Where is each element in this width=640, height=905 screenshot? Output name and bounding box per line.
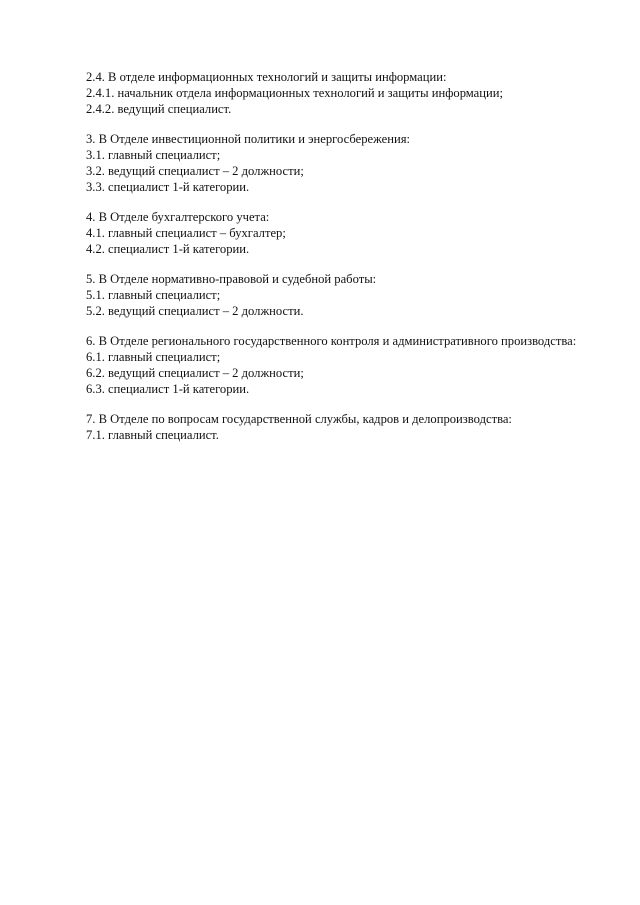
list-item: 5.2. ведущий специалист – 2 должности. — [86, 304, 304, 318]
list-item: 5.1. главный специалист; — [86, 288, 221, 302]
section-2-4 — [86, 69, 606, 117]
list-item: 2.4.2. ведущий специалист. — [86, 102, 232, 116]
section-5 — [86, 271, 606, 319]
list-item: 7.1. главный специалист. — [86, 428, 219, 442]
list-item: 3.1. главный специалист; — [86, 148, 221, 162]
list-item: 6.1. главный специалист; — [86, 350, 221, 364]
section-heading: 2.4. В отделе информационных технологий и защиты информации: — [86, 70, 447, 84]
list-item: 6.3. специалист 1-й категории. — [86, 382, 250, 396]
list-item: 6.2. ведущий специалист – 2 должности; — [86, 366, 304, 380]
list-item: 4.2. специалист 1-й категории. — [86, 242, 250, 256]
list-item: 3.3. специалист 1-й категории. — [86, 180, 250, 194]
list-item: 3.2. ведущий специалист – 2 должности; — [86, 164, 304, 178]
list-item: 4.1. главный специалист – бухгалтер; — [86, 226, 286, 240]
section-3 — [86, 131, 606, 195]
section-4 — [86, 209, 606, 257]
document-body — [86, 69, 606, 457]
list-item: 2.4.1. начальник отдела информационных технологий и защиты информации; — [86, 86, 503, 100]
section-heading: 5. В Отделе нормативно-правовой и судебной работы: — [86, 272, 377, 286]
section-heading: 3. В Отделе инвестиционной политики и энергосбережения: — [86, 132, 411, 146]
section-7 — [86, 411, 606, 443]
section-heading: 4. В Отделе бухгалтерского учета: — [86, 210, 270, 224]
section-6 — [86, 333, 606, 397]
section-heading: 7. В Отделе по вопросам государственной службы, кадров и делопроизводства: — [86, 412, 512, 426]
section-heading: 6. В Отделе регионального государственного контроля и административного производства: — [86, 334, 577, 348]
